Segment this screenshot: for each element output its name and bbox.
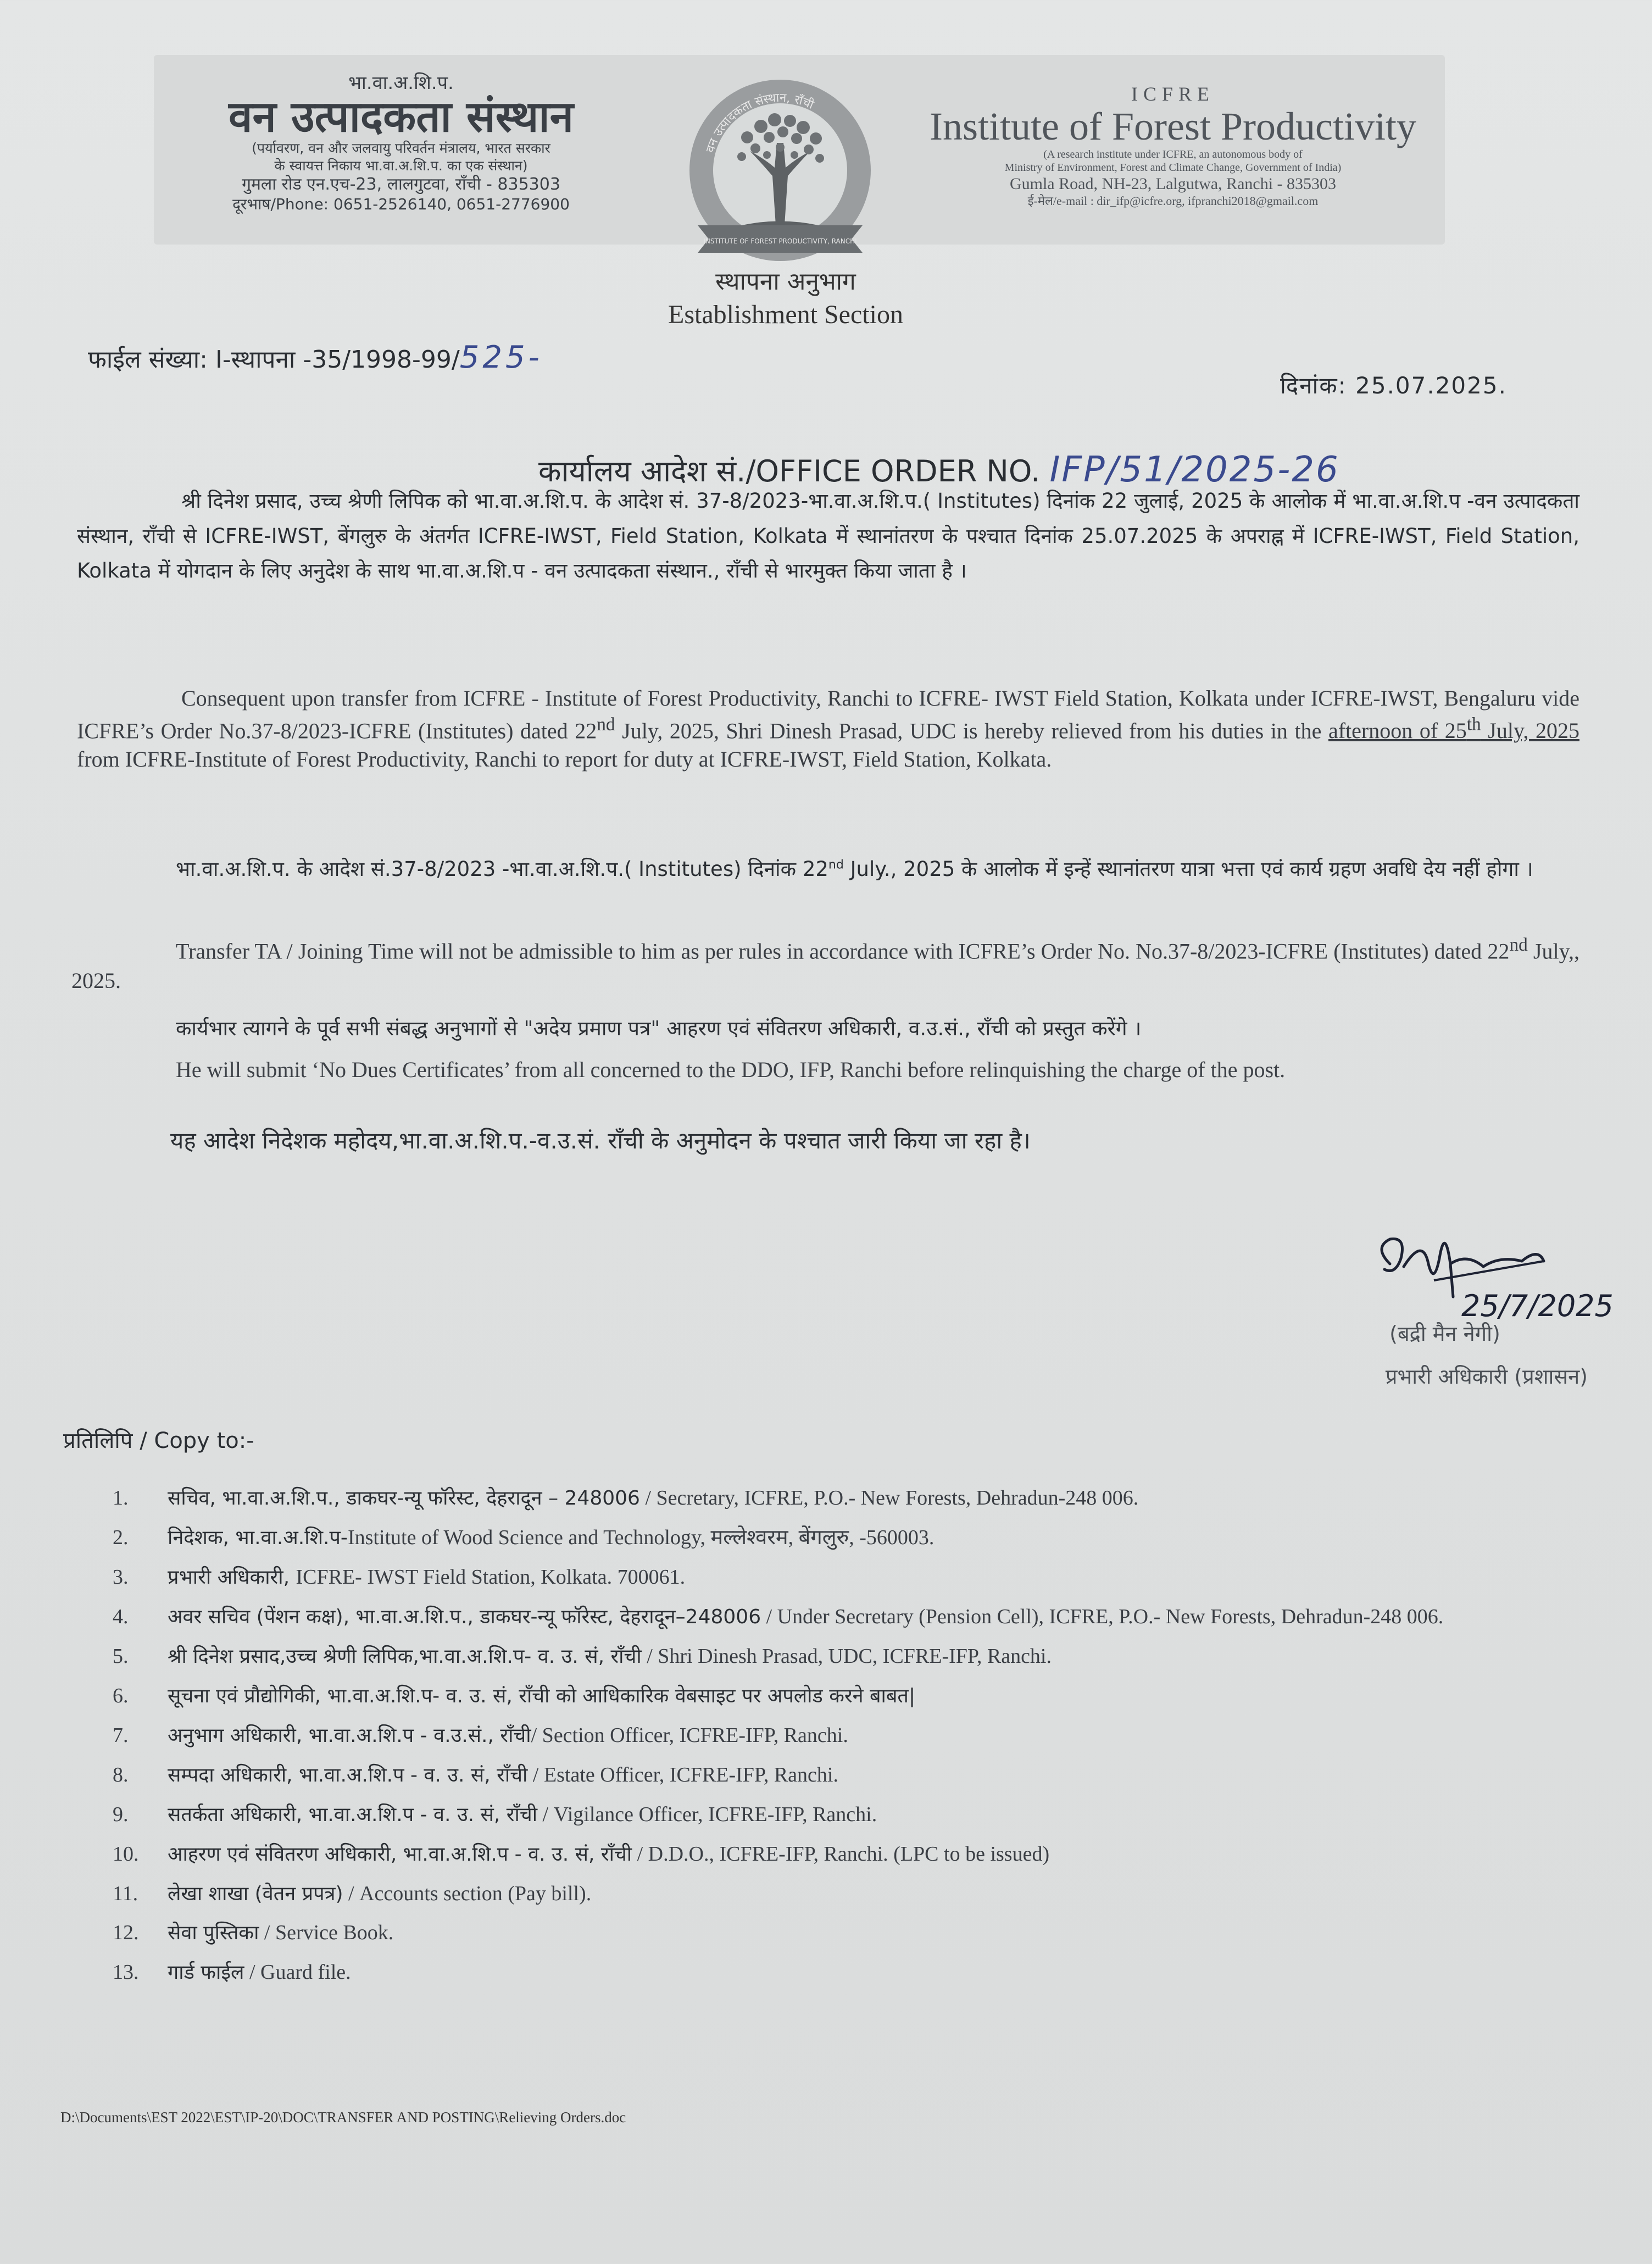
paragraph-relief-hindi: श्री दिनेश प्रसाद, उच्च श्रेणी लिपिक को भा.वा.अ.शि.प. के आदेश सं. 37-8/2023-भा.वा.अ.शि.प.( Institutes) दिनांक 22 जुलाई, 2025 के आलोक में भा.वा.अ.शि.प -वन उत्पादकता संस्थान, राँची से ICFRE-IWST, बेंगलुरु के अंतर्गत ICFRE-IWST, Field Station, Kolkata में स्थानांतरण के पश्चात दिनांक 25.07.2025 के अपराह्न में ICFRE-IWST, Field Station, Kolkata में योगदान के लिए अनुदेश के साथ भा.वा.अ.शि.प - वन उत्पादकता संस्थान., राँची से भारमुक्त किया जाता है । bbox=[77, 489, 1579, 583]
p2-underline-2: July, 2025 bbox=[1481, 718, 1579, 743]
document-file-path: D:\Documents\EST 2022\EST\IP-20\DOC\TRANSFER AND POSTING\Relieving Orders.doc bbox=[60, 2109, 626, 2126]
copy-to-item-hindi: सूचना एवं प्रौद्योगिकी, भा.वा.अ.शि.प- व. उ. सं, राँची को आधिकारिक वेबसाइट पर अपलोड करने बाबत| bbox=[168, 1684, 916, 1707]
copy-to-item bbox=[113, 1484, 1596, 1513]
copy-to-item-hindi: प्रभारी अधिकारी, bbox=[168, 1566, 296, 1589]
copy-to-item-number: 8. bbox=[113, 1763, 129, 1786]
order-date: दिनांक: 25.07.2025. bbox=[1280, 372, 1507, 399]
copy-to-item-number: 10. bbox=[113, 1842, 139, 1866]
copy-to-item-hindi: सतर्कता अधिकारी, भा.वा.अ.शि.प - व. उ. सं, राँची bbox=[168, 1803, 538, 1826]
svg-text:25/7/2025: 25/7/2025 bbox=[1461, 1289, 1614, 1323]
copy-to-item-english: / Guard file. bbox=[244, 1961, 351, 1984]
copy-to-item bbox=[113, 1958, 1596, 1988]
copy-to-item-english: / Secretary, ICFRE, P.O.- New Forests, Dehradun-248 006. bbox=[639, 1486, 1139, 1510]
copy-to-item bbox=[113, 1761, 1596, 1790]
copy-to-list bbox=[113, 1484, 1596, 1997]
p3-text-2: July., 2025 के आलोक में इन्हें स्थानांतरण यात्रा भत्ता एवं कार्य ग्रहण अवधि देय नहीं होगा । bbox=[843, 857, 1533, 881]
file-number bbox=[88, 340, 543, 375]
copy-to-item-english: ICFRE- IWST Field Station, Kolkata. 700061. bbox=[296, 1565, 686, 1589]
copy-to-item-number: 12. bbox=[113, 1921, 139, 1945]
copy-to-item-hindi: अवर सचिव (पेंशन कक्ष), भा.वा.अ.शि.प., डाकघर-न्यू फॉरेस्ट, देहरादून–248006 bbox=[168, 1605, 761, 1628]
hindi-address: गुमला रोड एन.एच-23, लालगुटवा, राँची - 835303 bbox=[242, 174, 560, 194]
copy-to-item bbox=[113, 1642, 1596, 1672]
copy-to-item bbox=[113, 1682, 1596, 1711]
hindi-institute-name: वन उत्पादकता संस्थान bbox=[229, 92, 574, 142]
p2-underline-1: afternoon of 25 bbox=[1328, 718, 1467, 743]
copy-to-item bbox=[113, 1918, 1596, 1948]
p3-sup: nd bbox=[828, 858, 844, 872]
copy-to-item-english: / Accounts section (Pay bill). bbox=[343, 1882, 592, 1905]
letterhead-english bbox=[912, 82, 1434, 208]
hindi-abbreviation: भा.वा.अ.शि.प. bbox=[348, 72, 454, 94]
copy-to-item-number: 4. bbox=[113, 1605, 129, 1628]
english-subtitle-1: (A research institute under ICFRE, an autonomous body of bbox=[1043, 148, 1303, 160]
copy-to-item-hindi: आहरण एवं संवितरण अधिकारी, भा.वा.अ.शि.प - व. उ. सं, राँची bbox=[168, 1843, 632, 1866]
paragraph-approval-hindi: यह आदेश निदेशक महोदय,भा.वा.अ.शि.प.-व.उ.सं. राँची के अनुमोदन के पश्चात जारी किया जा रहा है। bbox=[170, 1127, 1031, 1154]
copy-to-item-english: / Estate Officer, ICFRE-IFP, Ranchi. bbox=[527, 1763, 838, 1786]
copy-to-item bbox=[113, 1563, 1596, 1592]
p4-text-1: Transfer TA / Joining Time will not be admissible to him as per rules in accordance with ICFRE’s Order No. No.37-8/2023-ICFRE (Institutes) dated 22 bbox=[176, 939, 1510, 964]
copy-to-heading: प्रतिलिपि / Copy to:- bbox=[63, 1428, 254, 1453]
institute-logo bbox=[659, 60, 901, 269]
copy-to-item-english: Institute of Wood Science and Technology, मल्लेश्वरम, बेंगलुरु, -560003. bbox=[347, 1525, 935, 1549]
copy-to-item bbox=[113, 1800, 1596, 1830]
p2-sup-1: nd bbox=[597, 714, 615, 735]
letterhead-hindi bbox=[159, 71, 643, 214]
copy-to-item-hindi: गार्ड फाईल bbox=[168, 1961, 244, 1984]
copy-to-item-english: / Under Secretary (Pension Cell), ICFRE, P.O.- New Forests, Dehradun-248 006. bbox=[761, 1605, 1444, 1628]
copy-to-item-hindi: लेखा शाखा (वेतन प्रपत्र) bbox=[168, 1882, 343, 1905]
copy-to-item-hindi: निदेशक, भा.वा.अ.शि.प- bbox=[168, 1526, 348, 1549]
file-number-printed: फाईल संख्या: I-स्थापना -35/1998-99/ bbox=[88, 346, 460, 374]
p3-text-1: भा.वा.अ.शि.प. के आदेश सं.37-8/2023 -भा.वा.अ.शि.प.( Institutes) दिनांक 22 bbox=[176, 857, 828, 881]
english-subtitle-2: Ministry of Environment, Forest and Climate Change, Government of India) bbox=[1004, 161, 1342, 174]
copy-to-item bbox=[113, 1523, 1596, 1553]
copy-to-item-english: / Service Book. bbox=[259, 1921, 394, 1945]
copy-to-item-hindi: सचिव, भा.वा.अ.शि.प., डाकघर-न्यू फॉरेस्ट, देहरादून – 248006 bbox=[168, 1487, 640, 1510]
copy-to-item-number: 13. bbox=[113, 1961, 139, 1984]
paragraph-ta-english bbox=[71, 933, 1579, 996]
p2-text-1: Consequent upon transfer from ICFRE - Institute of Forest Productivity, Ranchi to ICFRE- IWST Field Station, Kolkata under ICFRE-IWST, Bengaluru vide ICFRE’s Order No.37-8/2023-ICFRE (Institutes) dated 22 bbox=[77, 686, 1579, 743]
hindi-subtitle-2: के स्वायत्त निकाय भा.वा.अ.शि.प. का एक संस्थान) bbox=[274, 157, 528, 174]
section-name-hindi: स्थापना अनुभाग bbox=[715, 268, 856, 296]
svg-text:वन उत्पादकता संस्थान, राँची: वन उत्पादकता संस्थान, राँची bbox=[703, 91, 816, 154]
copy-to-item-number: 11. bbox=[113, 1882, 138, 1905]
copy-to-item bbox=[113, 1879, 1596, 1909]
section-name-english: Establishment Section bbox=[668, 300, 903, 329]
office-order-number: IFP/51/2025-26 bbox=[1049, 450, 1340, 490]
office-order-label: कार्यालय आदेश सं./OFFICE ORDER NO. bbox=[538, 454, 1050, 489]
paragraph-relief-english bbox=[77, 684, 1579, 774]
copy-to-item-english: / Vigilance Officer, ICFRE-IFP, Ranchi. bbox=[537, 1802, 877, 1826]
copy-to-item-english: / Section Officer, ICFRE-IFP, Ranchi. bbox=[531, 1723, 848, 1747]
copy-to-item-hindi: सम्पदा अधिकारी, भा.वा.अ.शि.प - व. उ. सं, राँची bbox=[168, 1763, 528, 1786]
copy-to-item-number: 3. bbox=[113, 1565, 129, 1589]
copy-to-item-english: / D.D.O., ICFRE-IFP, Ranchi. (LPC to be issued) bbox=[632, 1842, 1050, 1866]
english-address: Gumla Road, NH-23, Lalgutwa, Ranchi - 835303 bbox=[1009, 174, 1337, 193]
hindi-subtitle-1: (पर्यावरण, वन और जलवायु परिवर्तन मंत्रालय, भारत सरकार bbox=[252, 140, 550, 157]
copy-to-item-number: 2. bbox=[113, 1525, 129, 1549]
copy-to-item bbox=[113, 1721, 1596, 1751]
copy-to-item-hindi: सेवा पुस्तिका bbox=[168, 1922, 259, 1945]
p2-sup-2: th bbox=[1466, 714, 1481, 735]
paragraph-no-dues-hindi: कार्यभार त्यागने के पूर्व सभी संबद्ध अनुभागों से "अदेय प्रमाण पत्र" आहरण एवं संवितरण अधिकारी, व.उ.सं., राँची को प्रस्तुत करेंगे । bbox=[176, 1017, 1142, 1040]
copy-to-item-number: 1. bbox=[113, 1486, 129, 1510]
paragraph-ta-hindi bbox=[77, 852, 1579, 887]
copy-to-item-english: / Shri Dinesh Prasad, UDC, ICFRE-IFP, Ranchi. bbox=[641, 1644, 1052, 1668]
file-number-handwritten: 525- bbox=[459, 340, 543, 375]
copy-to-item bbox=[113, 1840, 1596, 1869]
p4-sup: nd bbox=[1509, 935, 1528, 955]
copy-to-item-number: 5. bbox=[113, 1644, 129, 1668]
copy-to-item-number: 9. bbox=[113, 1802, 129, 1826]
copy-to-item-hindi: श्री दिनेश प्रसाद,उच्च श्रेणी लिपिक,भा.वा.अ.शि.प- व. उ. सं, राँची bbox=[168, 1645, 642, 1668]
copy-to-item-number: 7. bbox=[113, 1723, 129, 1747]
p2-text-2: July, 2025, Shri Dinesh Prasad, UDC is hereby relieved from his duties in the bbox=[615, 718, 1328, 743]
english-institute-name: Institute of Forest Productivity bbox=[930, 104, 1416, 149]
english-email: ई-मेल/e-mail : dir_ifp@icfre.org, ifpranchi2018@gmail.com bbox=[1027, 193, 1319, 208]
svg-text:INSTITUTE OF FOREST PRODUCTIVI: INSTITUTE OF FOREST PRODUCTIVITY, RANCHI bbox=[703, 237, 857, 245]
p2-text-3: from ICFRE-Institute of Forest Productivity, Ranchi to report for duty at ICFRE-IWST, Field Station, Kolkata. bbox=[77, 747, 1052, 772]
signatory-name: (बद्री मैन नेगी) bbox=[1389, 1322, 1500, 1346]
copy-to-item bbox=[113, 1602, 1596, 1632]
paragraph-no-dues-english: He will submit ‘No Dues Certificates’ from all concerned to the DDO, IFP, Ranchi before relinquishing the charge of the post. bbox=[176, 1057, 1286, 1082]
copy-to-item-number: 6. bbox=[113, 1684, 129, 1707]
hindi-phone: दूरभाष/Phone: 0651-2526140, 0651-2776900 bbox=[232, 195, 570, 214]
copy-to-item-hindi: अनुभाग अधिकारी, भा.वा.अ.शि.प - व.उ.सं., राँची bbox=[168, 1724, 531, 1747]
p4-text-2: July,, 2025. bbox=[71, 939, 1579, 994]
english-abbreviation: ICFRE bbox=[1131, 83, 1215, 105]
signatory-designation: प्रभारी अधिकारी (प्रशासन) bbox=[1385, 1364, 1588, 1389]
